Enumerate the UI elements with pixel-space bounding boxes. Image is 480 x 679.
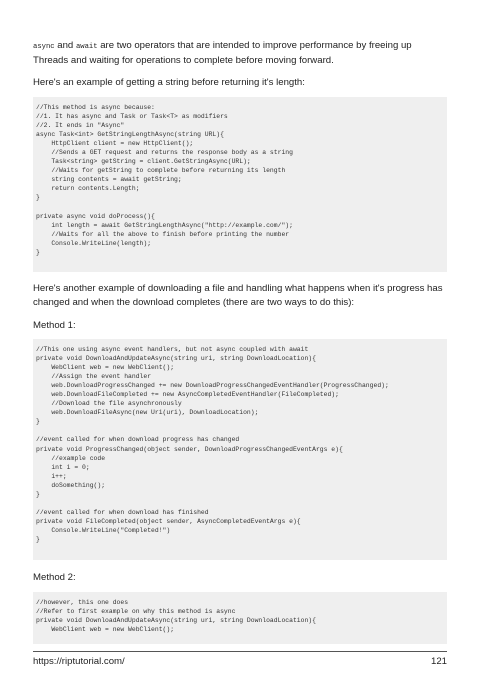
code-line: [36, 499, 447, 508]
await-keyword: await: [75, 43, 98, 51]
code-line: WebClient web = new WebClient();: [36, 626, 175, 634]
example1-heading: Here's an example of getting a string before returning it's length:: [33, 77, 305, 88]
code-block-2: [33, 339, 447, 560]
code-line: private void FileCompleted(object sender, AsyncCompletedEventArgs e){: [36, 517, 301, 525]
code-line: //Waits for getString to complete before returning its length: [36, 167, 286, 175]
code-line: //Download the file asynchronously: [36, 400, 182, 408]
code-line: //Assign the event handler: [36, 373, 152, 381]
code-line: }: [36, 194, 40, 202]
method1-heading: Method 1:: [33, 320, 76, 331]
async-keyword: async: [33, 43, 55, 51]
code-line: Task<string> getString = client.GetStringAsync(URL);: [36, 158, 251, 166]
code-line: //2. It ends in "Async": [36, 122, 125, 130]
code-line: doSomething();: [36, 481, 106, 489]
code-line: int i = 0;: [36, 463, 90, 471]
method2-heading: Method 2:: [33, 572, 76, 583]
code-line: //This method is async because:: [36, 104, 155, 111]
code-line: web.DownloadFileAsync(new Uri(uri), DownloadLocation);: [36, 409, 259, 417]
code-line: }: [36, 490, 40, 498]
code-line: //event called for when download progress has changed: [36, 436, 240, 444]
code-line: //Waits for all the above to finish before printing the number: [36, 230, 290, 238]
code-line: //event called for when download has finished: [36, 508, 209, 516]
code-line: web.DownloadFileCompleted += new AsyncCompletedEventHandler(FileCompleted);: [36, 391, 339, 399]
code-block-1: [33, 97, 447, 272]
code-line: //example code: [36, 454, 106, 462]
code-line: private async void doProcess(){: [36, 212, 155, 220]
footer-divider: [33, 651, 447, 652]
code-line: Console.WriteLine("Completed!"): [36, 526, 171, 534]
code-line: private void ProgressChanged(object sender, DownloadProgressChangedEventArgs e){: [36, 445, 343, 453]
code-line: }: [36, 535, 40, 543]
code-block-3: [33, 592, 447, 644]
code-line: private void DownloadAndUpdateAsync(string uri, string DownloadLocation){: [36, 617, 316, 625]
code-line: }: [36, 418, 40, 426]
example2-heading: Here's another example of downloading a file and handling what happens when it's progress has changed and when the download completes (there are two ways to do this):: [33, 283, 443, 308]
code-line: [36, 203, 447, 212]
code-line: string contents = await getString;: [36, 176, 182, 184]
code-line: async Task<int> GetStringLengthAsync(string URL){: [36, 131, 224, 139]
code-line: private void DownloadAndUpdateAsync(string uri, string DownloadLocation){: [36, 355, 316, 363]
code-line: Console.WriteLine(length);: [36, 239, 152, 247]
code-line: return contents.Length;: [36, 185, 140, 193]
code-line: //This one using async event handlers, but not async coupled with await: [36, 346, 309, 353]
intro-paragraph: async and await are two operators that are intended to improve performance by freeing up Threads and waiting for operations to complete before moving forward.: [33, 40, 412, 66]
code-line: i++;: [36, 472, 67, 480]
code-line: //however, this one does: [36, 599, 129, 606]
code-line: HttpClient client = new HttpClient();: [36, 140, 194, 148]
code-line: //Sends a GET request and returns the response body as a string: [36, 149, 293, 157]
code-line: [36, 426, 447, 435]
code-line: WebClient web = new WebClient();: [36, 364, 175, 372]
code-line: web.DownloadProgressChanged += new DownloadProgressChangedEventHandler(ProgressChanged);: [36, 382, 389, 390]
code-line: //Refer to first example on why this method is async: [36, 608, 236, 616]
footer-url-link[interactable]: https://riptutorial.com/: [33, 656, 125, 667]
code-line: }: [36, 248, 40, 256]
code-line: int length = await GetStringLengthAsync("http://example.com/");: [36, 221, 293, 229]
page-number: 121: [430, 656, 447, 667]
code-line: //1. It has async and Task or Task<T> as modifiers: [36, 113, 228, 121]
